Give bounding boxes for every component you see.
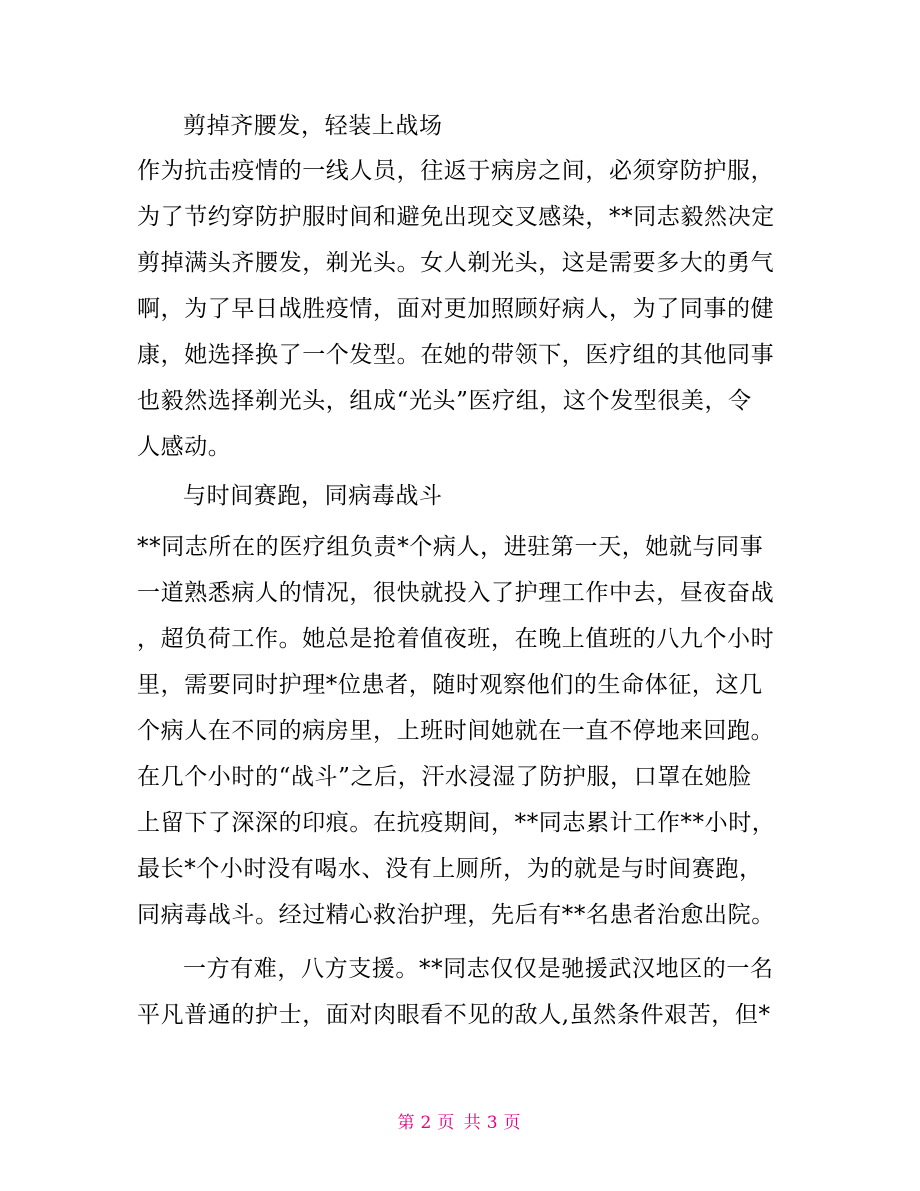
paragraph-line: 同病毒战斗。经过精心救治护理，先后有**名患者治愈出院。 [137, 902, 775, 928]
paragraph-line: 一方有难，八方支援。**同志仅仅是驰援武汉地区的一名 [183, 956, 774, 982]
footer-page-number: 2 [420, 1113, 434, 1133]
paragraph-line: 平凡普通的护士，面对肉眼看不见的敌人,虽然条件艰苦，但* [137, 1002, 771, 1028]
footer-prefix: 第 [397, 1113, 417, 1133]
footer-middle: 页 共 [437, 1113, 483, 1133]
paragraph-line: 作为抗击疫情的一线人员，往返于病房之间，必须穿防护服， [137, 158, 775, 184]
paragraph-line: 康，她选择换了一个发型。在她的带领下，医疗组的其他同事 [137, 342, 775, 368]
paragraph-line: 上留下了深深的印痕。在抗疫期间，**同志累计工作**小时， [137, 810, 776, 836]
paragraph-line: 最长*个小时没有喝水、没有上厕所，为的就是与时间赛跑， [137, 856, 763, 882]
page-number-footer [0, 1111, 920, 1135]
paragraph-line: 啊，为了早日战胜疫情，面对更加照顾好病人，为了同事的健 [137, 296, 775, 322]
paragraph-line: 一道熟悉病人的情况，很快就投入了护理工作中去，昼夜奋战 [137, 580, 775, 606]
paragraph-line: 人感动。 [137, 434, 232, 460]
footer-suffix: 页 [503, 1113, 523, 1133]
paragraph-line: **同志所在的医疗组负责*个病人，进驻第一天，她就与同事 [137, 534, 764, 560]
section-heading-race: 与时间赛跑，同病毒战斗 [183, 483, 443, 509]
footer-total-pages: 3 [486, 1113, 500, 1133]
paragraph-line: 剪掉满头齐腰发，剃光头。女人剃光头，这是需要多大的勇气 [137, 250, 775, 276]
paragraph-line: 里，需要同时护理*位患者，随时观察他们的生命体征，这几 [137, 672, 763, 698]
paragraph-line: ，超负荷工作。她总是抢着值夜班，在晚上值班的八九个小时 [137, 626, 775, 652]
paragraph-line: 在几个小时的“战斗”之后，汗水浸湿了防护服，口罩在她脸 [137, 764, 752, 790]
paragraph-line: 个病人在不同的病房里，上班时间她就在一直不停地来回跑。 [137, 718, 775, 744]
paragraph-line: 为了节约穿防护服时间和避免出现交叉感染，**同志毅然决定 [137, 204, 775, 230]
paragraph-line: 也毅然选择剃光头，组成“光头”医疗组，这个发型很美，令 [137, 388, 752, 414]
section-heading-haircut: 剪掉齐腰发，轻装上战场 [183, 113, 443, 139]
